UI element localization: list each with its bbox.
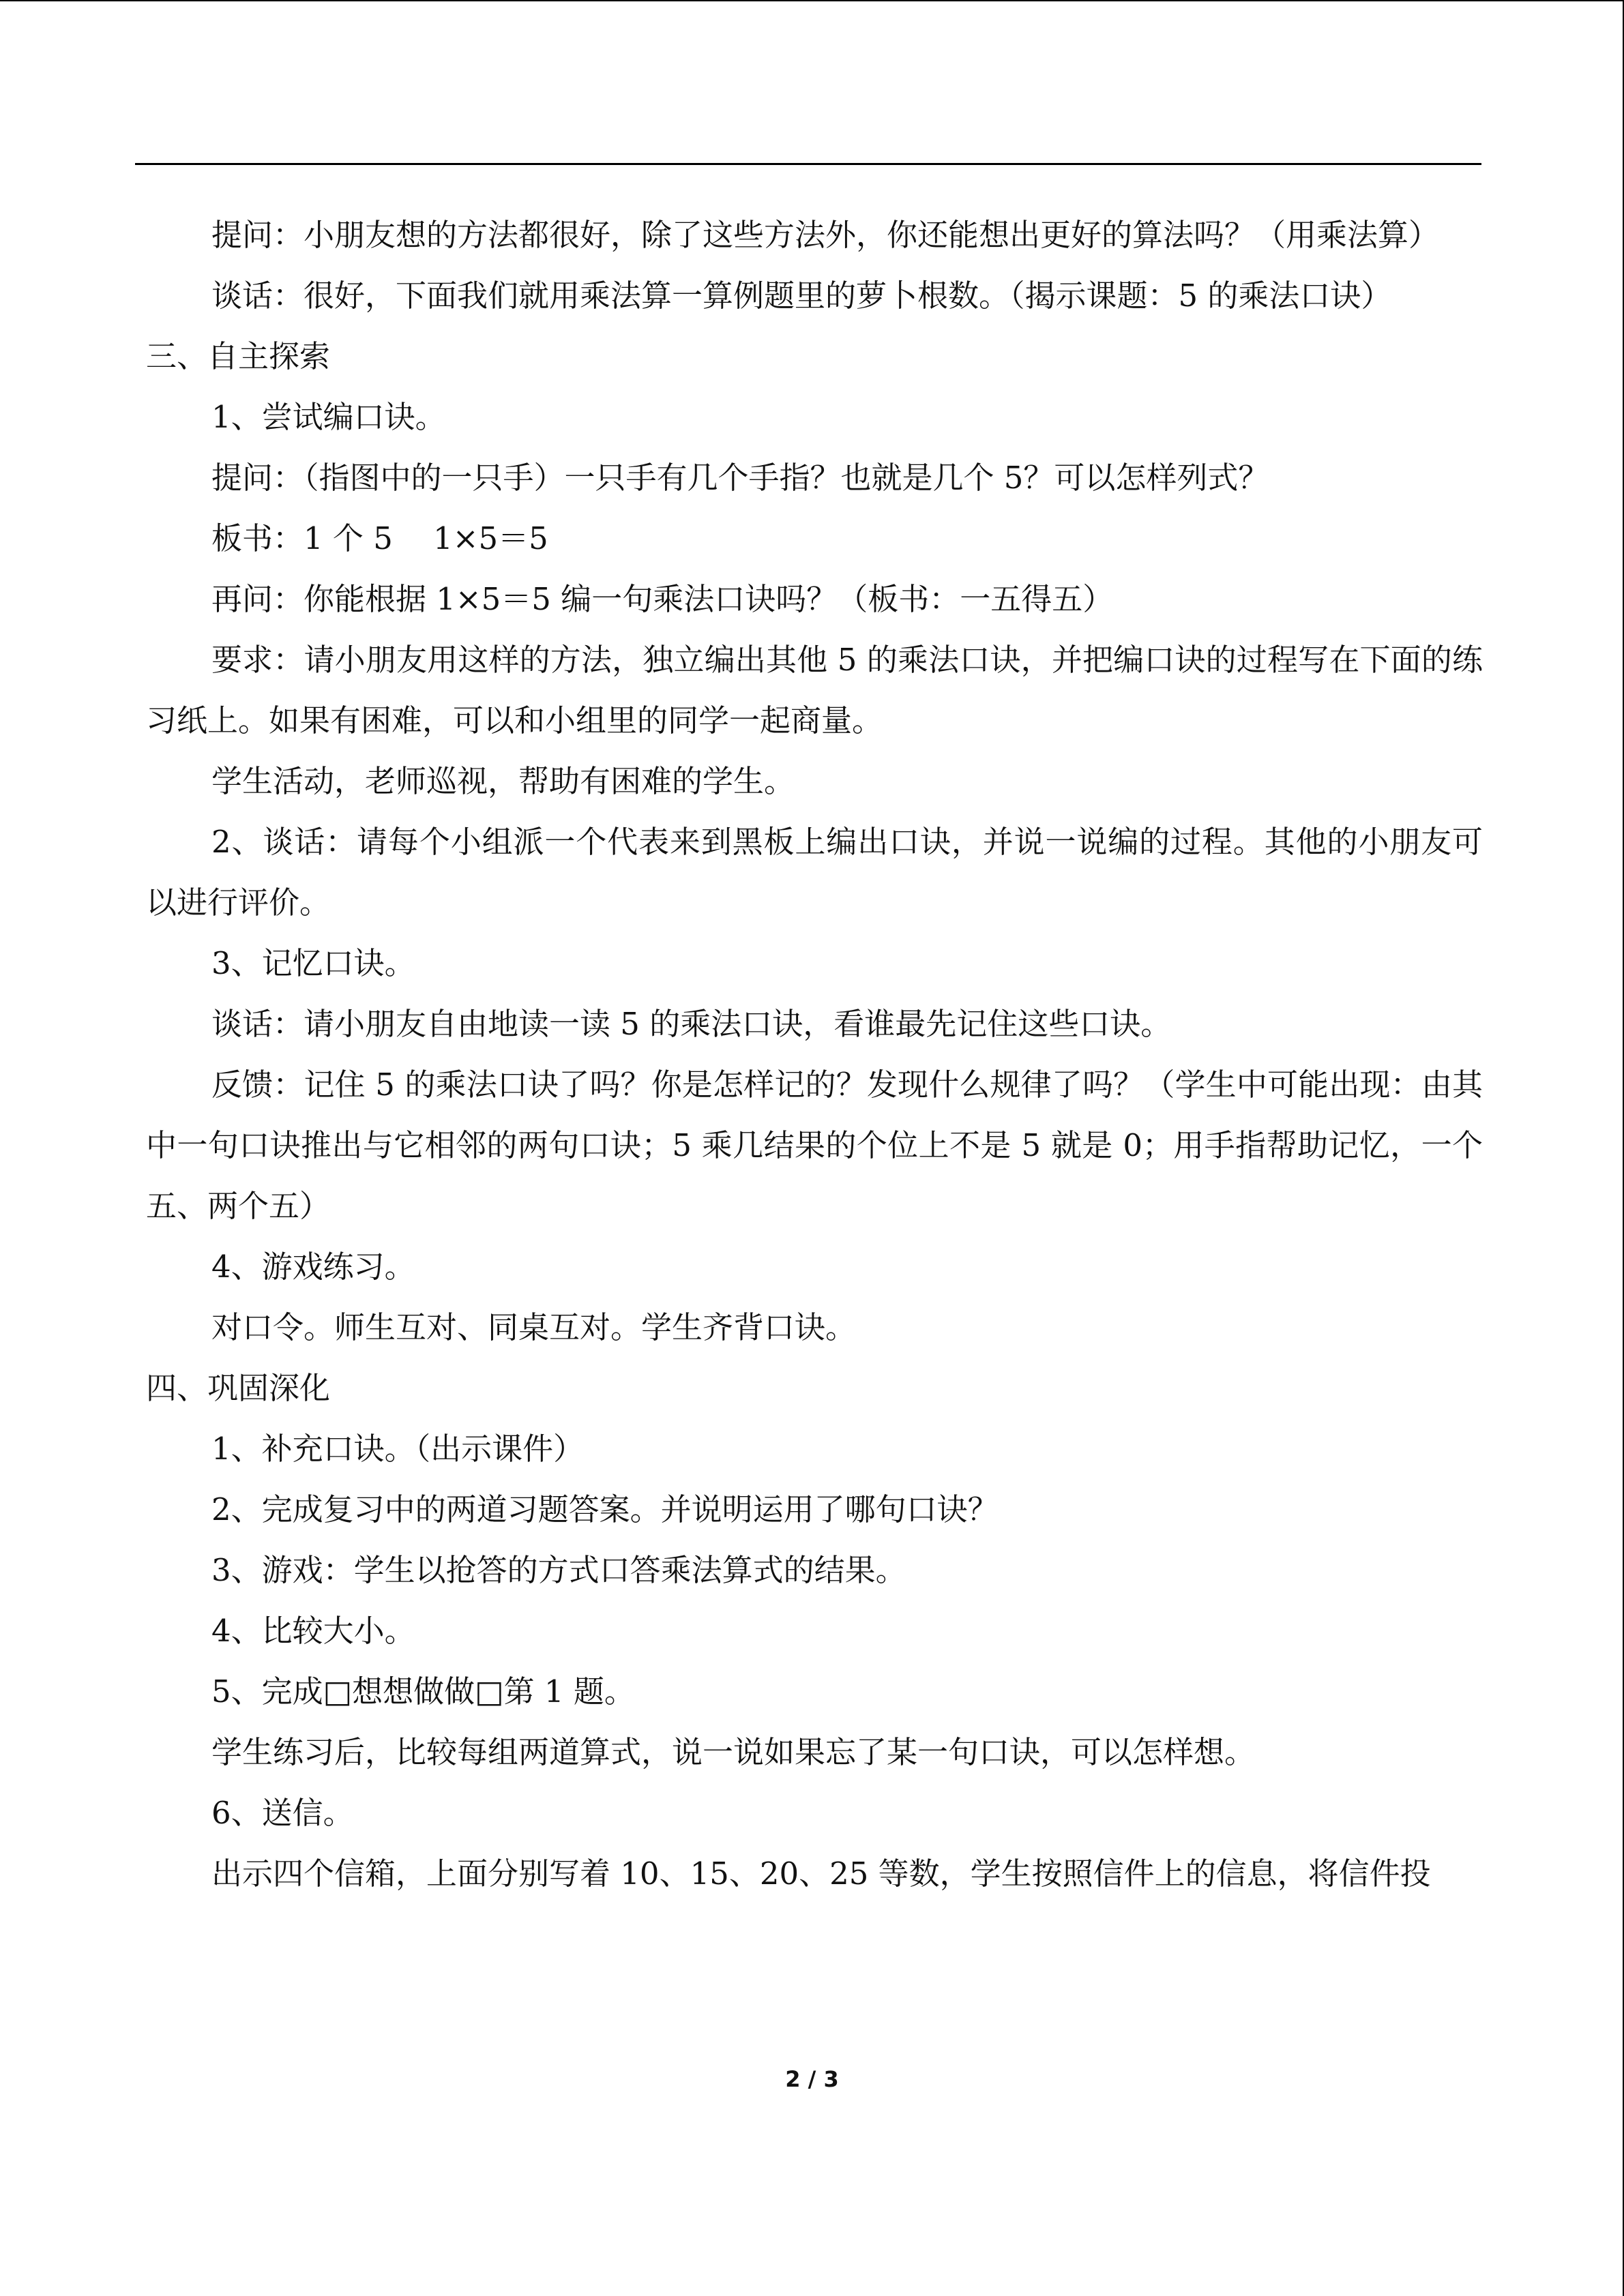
paragraph: 学生练习后，比较每组两道算式，说一说如果忘了某一句口诀，可以怎样想。 (211, 1734, 1256, 1770)
paragraph: 板书：1 个 5 1×5＝5 (211, 520, 548, 556)
paragraph: 学生活动，老师巡视，帮助有困难的学生。 (211, 763, 795, 799)
section-heading: 四、巩固深化 (146, 1370, 331, 1406)
page-number: 2 / 3 (785, 2066, 839, 2092)
paragraph: 反馈：记住 5 的乘法口诀了吗？你是怎样记的？发现什么规律了吗？（学生中可能出现：由其中一句口诀推出与它相邻的两句口诀；5 乘几结果的个位上不是 5 就是 0；用手指帮助记忆，一个五、两个五） (146, 1067, 1483, 1224)
paragraph: 5、完成□想想做做□第 1 题。 (211, 1673, 635, 1710)
paragraph: 谈话：请小朋友自由地读一读 5 的乘法口诀，看谁最先记住这些口诀。 (211, 1006, 1172, 1042)
document-body (146, 205, 1483, 1904)
paragraph: 再问：你能根据 1×5＝5 编一句乘法口诀吗？（板书：一五得五） (211, 581, 1114, 617)
paragraph: 对口令。师生互对、同桌互对。学生齐背口诀。 (211, 1309, 857, 1345)
paragraph: 要求：请小朋友用这样的方法，独立编出其他 5 的乘法口诀，并把编口诀的过程写在下面的练习纸上。如果有困难，可以和小组里的同学一起商量。 (146, 642, 1483, 739)
paragraph: 出示四个信箱，上面分别写着 10、15、20、25 等数，学生按照信件上的信息，将信件投 (211, 1855, 1431, 1892)
paragraph: 谈话：很好，下面我们就用乘法算一算例题里的萝卜根数。（揭示课题：5 的乘法口诀） (211, 278, 1392, 314)
paragraph: 3、游戏：学生以抢答的方式口答乘法算式的结果。 (211, 1552, 906, 1588)
paragraph: 6、送信。 (211, 1795, 354, 1831)
paragraph: 1、补充口诀。（出示课件） (211, 1431, 585, 1467)
section-heading: 三、自主探索 (146, 338, 331, 374)
paragraph: 2、谈话：请每个小组派一个代表来到黑板上编出口诀，并说一说编的过程。其他的小朋友可以进行评价。 (146, 824, 1483, 921)
paragraph: 3、记忆口诀。 (211, 945, 415, 981)
paragraph: 4、游戏练习。 (211, 1249, 415, 1285)
paragraph: 2、完成复习中的两道习题答案。并说明运用了哪句口诀？ (211, 1491, 999, 1527)
paragraph: 提问：小朋友想的方法都很好，除了这些方法外，你还能想出更好的算法吗？（用乘法算） (211, 217, 1440, 253)
header-rule (135, 163, 1481, 165)
paragraph: 提问：（指图中的一只手）一只手有几个手指？也就是几个 5？可以怎样列式？ (211, 460, 1269, 496)
paragraph: 4、比较大小。 (211, 1613, 415, 1649)
paragraph: 1、尝试编口诀。 (211, 399, 446, 435)
